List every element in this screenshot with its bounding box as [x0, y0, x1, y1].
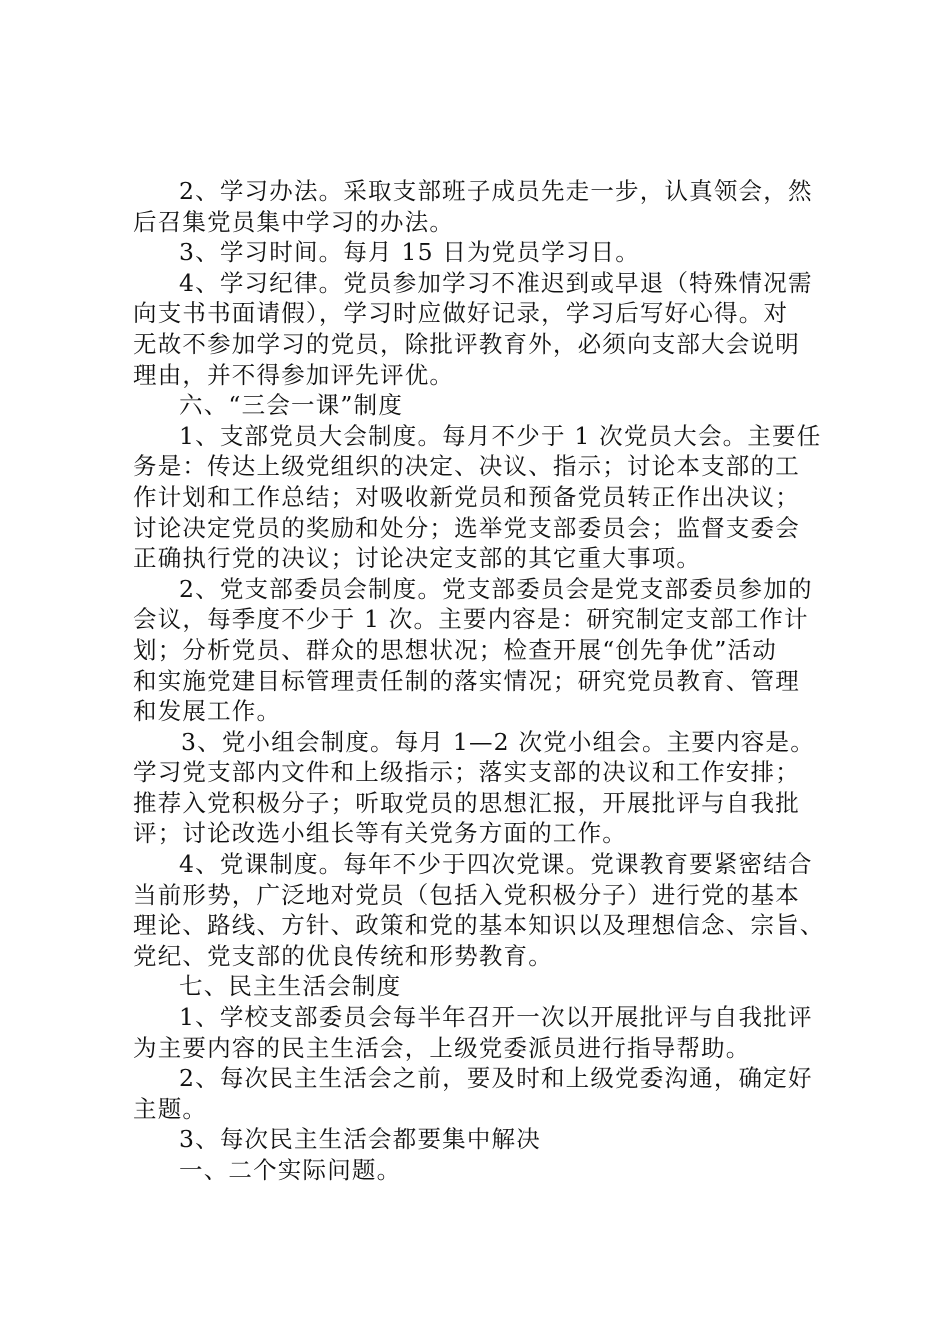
text-line: 学习党支部内文件和上级指示；落实支部的决议和工作安排；: [133, 758, 800, 787]
text-line: 为主要内容的民主生活会，上级党委派员进行指导帮助。: [133, 1033, 751, 1062]
text-line: 作计划和工作总结；对吸收新党员和预备党员转正作出决议；: [133, 482, 800, 511]
text-line: 会议，每季度不少于 1 次。主要内容是：研究制定支部工作计: [133, 605, 809, 634]
text-line: 2、每次民主生活会之前，要及时和上级党委沟通，确定好: [179, 1064, 813, 1093]
text-line: 一、二个实际问题。: [179, 1156, 402, 1184]
text-line: 1、支部党员大会制度。每月不少于 1 次党员大会。主要任: [179, 421, 822, 450]
text-line: 理论、路线、方针、政策和党的基本知识以及理想信念、宗旨、: [133, 911, 825, 940]
text-line: 和实施党建目标管理责任制的落实情况；研究党员教育、管理: [133, 666, 800, 695]
text-line: 当前形势，广泛地对党员（包括入党积极分子）进行党的基本: [133, 880, 800, 909]
text-line: 正确执行党的决议；讨论决定支部的其它重大事项。: [133, 544, 702, 573]
text-line: 2、学习办法。采取支部班子成员先走一步，认真领会，然: [179, 177, 813, 205]
section-heading: 七、民主生活会制度: [179, 972, 402, 1001]
text-line: 推荐入党积极分子；听取党员的思想汇报，开展批评与自我批: [133, 788, 800, 817]
text-line: 理由，并不得参加评先评优。: [133, 360, 455, 389]
text-line: 无故不参加学习的党员，除批评教育外，必须向支部大会说明: [133, 329, 800, 358]
document-page: [133, 176, 833, 1186]
text-line: 党纪、党支部的优良传统和形势教育。: [133, 941, 553, 970]
text-line: 主题。: [133, 1094, 208, 1123]
text-line: 务是：传达上级党组织的决定、决议、指示；讨论本支部的工: [133, 452, 800, 481]
text-line: 3、每次民主生活会都要集中解决: [179, 1125, 541, 1154]
text-line: 向支书书面请假），学习时应做好记录，学习后写好心得。对: [133, 299, 789, 328]
text-line: 3、学习时间。每月 15 日为党员学习日。: [179, 238, 640, 267]
text-line: 讨论决定党员的奖励和处分；选举党支部委员会；监督支委会: [133, 513, 800, 542]
text-line: 2、党支部委员会制度。党支部委员会是党支部委员参加的: [179, 574, 813, 603]
text-line: 后召集党员集中学习的办法。: [133, 207, 455, 236]
text-line: 划；分析党员、群众的思想状况；检查开展“创先争优”活动: [133, 635, 777, 664]
text-line: 3、党小组会制度。每月 1—2 次党小组会。主要内容是。: [181, 727, 815, 756]
text-line: 4、党课制度。每年不少于四次党课。党课教育要紧密结合: [179, 850, 813, 879]
text-line: 和发展工作。: [133, 697, 282, 726]
section-heading: 六、“三会一课”制度: [179, 391, 404, 420]
text-line: 评；讨论改选小组长等有关党务方面的工作。: [133, 819, 627, 848]
text-line: 1、学校支部委员会每半年召开一次以开展批评与自我批评: [179, 1003, 813, 1032]
text-line: 4、学习纪律。党员参加学习不准迟到或早退（特殊情况需: [179, 268, 813, 297]
